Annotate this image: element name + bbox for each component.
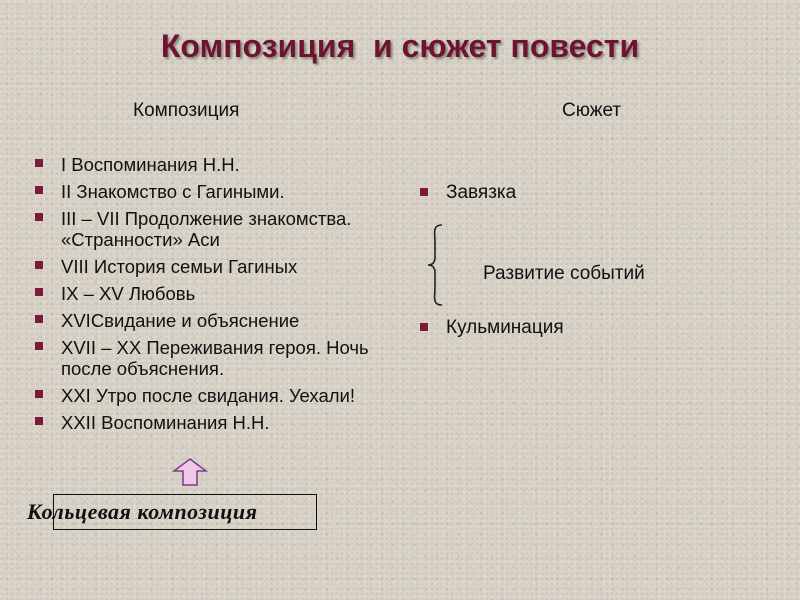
curly-brace-icon bbox=[426, 223, 446, 307]
square-bullet-icon bbox=[35, 261, 43, 269]
composition-heading: Композиция bbox=[133, 100, 240, 121]
square-bullet-icon bbox=[35, 159, 43, 167]
plot-heading: Сюжет bbox=[562, 100, 622, 121]
list-item: XXI Утро после свидания. Уехали! bbox=[35, 385, 395, 406]
square-bullet-icon bbox=[35, 390, 43, 398]
plot-item-climax: Кульминация bbox=[420, 317, 564, 339]
composition-list bbox=[35, 154, 395, 439]
list-item: XVII – XX Переживания героя. Ночь после объяснения. bbox=[35, 337, 395, 379]
up-arrow-icon bbox=[172, 457, 208, 487]
square-bullet-icon bbox=[35, 417, 43, 425]
list-item: I Воспоминания Н.Н. bbox=[35, 154, 395, 175]
square-bullet-icon bbox=[35, 186, 43, 194]
list-item: IX – XV Любовь bbox=[35, 283, 395, 304]
square-bullet-icon bbox=[35, 315, 43, 323]
square-bullet-icon bbox=[35, 342, 43, 350]
ring-composition-label: Кольцевая композиция bbox=[27, 499, 258, 524]
list-item: II Знакомство с Гагиными. bbox=[35, 181, 395, 202]
square-bullet-icon bbox=[420, 323, 428, 331]
list-item: XVIСвидание и объяснение bbox=[35, 310, 395, 331]
list-item: VIII История семьи Гагиных bbox=[35, 256, 395, 277]
square-bullet-icon bbox=[35, 213, 43, 221]
square-bullet-icon bbox=[420, 188, 428, 196]
square-bullet-icon bbox=[35, 288, 43, 296]
plot-item-setup: Завязка bbox=[420, 182, 516, 204]
plot-item-development: Развитие событий bbox=[483, 263, 645, 284]
list-item: III – VII Продолжение знакомства. «Странности» Аси bbox=[35, 208, 395, 250]
list-item: XXII Воспоминания Н.Н. bbox=[35, 412, 395, 433]
slide-title: Композиция и сюжет повести bbox=[160, 28, 640, 64]
